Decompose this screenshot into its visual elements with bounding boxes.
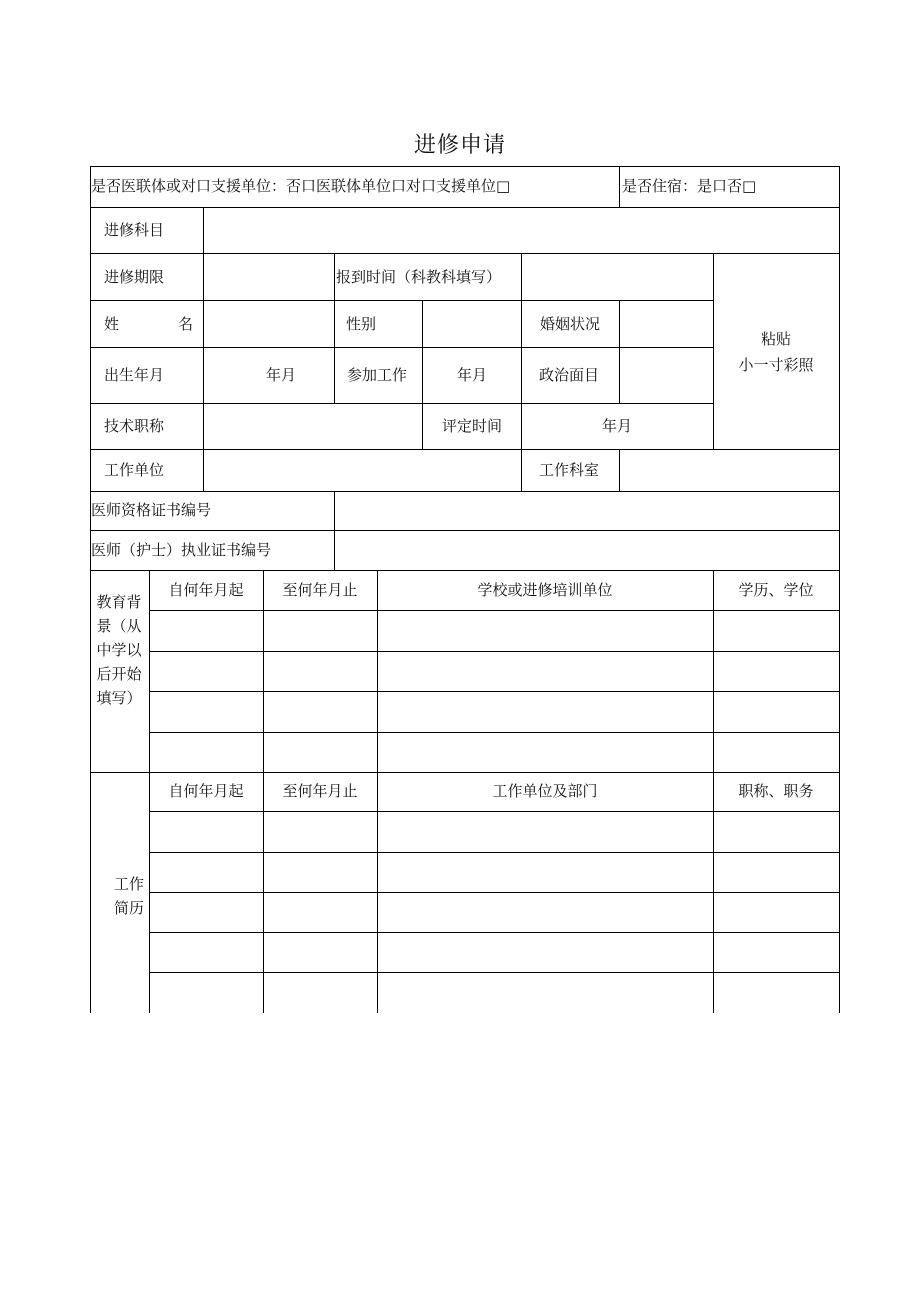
grid-line	[377, 570, 378, 1013]
grid-line	[90, 772, 840, 773]
grid-line	[90, 530, 840, 531]
label-subject: 进修科目	[104, 221, 165, 239]
label-work-dept: 工作科室	[539, 461, 600, 479]
grid-line	[422, 300, 423, 449]
label-marital: 婚姻状况	[540, 315, 601, 333]
grid-line	[334, 491, 335, 570]
label-name-1: 姓	[104, 315, 120, 333]
grid-line	[149, 570, 150, 1013]
work-header-unit: 工作单位及部门	[492, 782, 598, 800]
affiliation-text: 是否医联体或对口支援单位：否口医联体单位口对口支援单位□	[91, 177, 511, 195]
grid-line	[90, 491, 840, 492]
label-join-work: 参加工作	[347, 366, 408, 384]
eval-year-month: 年月	[602, 417, 633, 435]
grid-line	[619, 166, 620, 207]
grid-line	[521, 253, 522, 491]
grid-line	[149, 651, 840, 652]
label-practice-cert: 医师（护士）执业证书编号	[91, 541, 272, 559]
grid-line	[839, 166, 840, 1013]
grid-line	[334, 253, 335, 403]
application-form	[90, 166, 840, 1013]
grid-line	[149, 852, 840, 853]
edu-header-start: 自何年月起	[168, 581, 244, 599]
label-doctor-cert: 医师资格证书编号	[91, 501, 212, 519]
label-birth: 出生年月	[104, 366, 165, 384]
grid-line	[619, 449, 620, 491]
work-header-start: 自何年月起	[168, 782, 244, 800]
page-title: 进修申请	[413, 133, 506, 158]
grid-line	[203, 207, 204, 491]
edu-header-degree: 学历、学位	[738, 581, 814, 599]
photo-line-1: 粘贴	[760, 330, 792, 348]
grid-line	[713, 570, 714, 1013]
grid-line	[619, 300, 620, 403]
grid-line	[90, 570, 840, 571]
label-gender: 性别	[346, 315, 377, 333]
label-period: 进修期限	[104, 268, 165, 286]
grid-line	[90, 403, 713, 404]
grid-line	[149, 610, 840, 611]
work-header-end: 至何年月止	[282, 782, 358, 800]
label-title-rank: 技术职称	[104, 417, 165, 435]
grid-line	[149, 932, 840, 933]
grid-line	[149, 811, 840, 812]
grid-line	[149, 892, 840, 893]
label-name-2: 名	[178, 315, 194, 333]
grid-line	[263, 570, 264, 1013]
education-label: 教育背景（从中学以后开始填写）	[96, 593, 142, 707]
grid-line	[149, 691, 840, 692]
lodging-text: 是否住宿：是口否□	[622, 177, 757, 195]
label-political: 政治面目	[539, 366, 600, 384]
edu-header-school: 学校或进修培训单位	[477, 581, 613, 599]
edu-header-end: 至何年月止	[282, 581, 358, 599]
photo-line-2: 小一寸彩照	[738, 356, 814, 374]
grid-line	[149, 732, 840, 733]
label-report-time: 报到时间（科教科填写）	[336, 268, 502, 286]
label-work-unit: 工作单位	[104, 461, 165, 479]
grid-line	[713, 253, 714, 449]
birth-year-month: 年月	[266, 366, 297, 384]
label-eval-time: 评定时间	[442, 417, 503, 435]
grid-line	[90, 166, 840, 167]
grid-line	[149, 972, 840, 973]
work-header-title: 职称、职务	[738, 782, 814, 800]
work-history-label: 工作简历	[113, 875, 144, 917]
join-year-month: 年月	[457, 366, 488, 384]
